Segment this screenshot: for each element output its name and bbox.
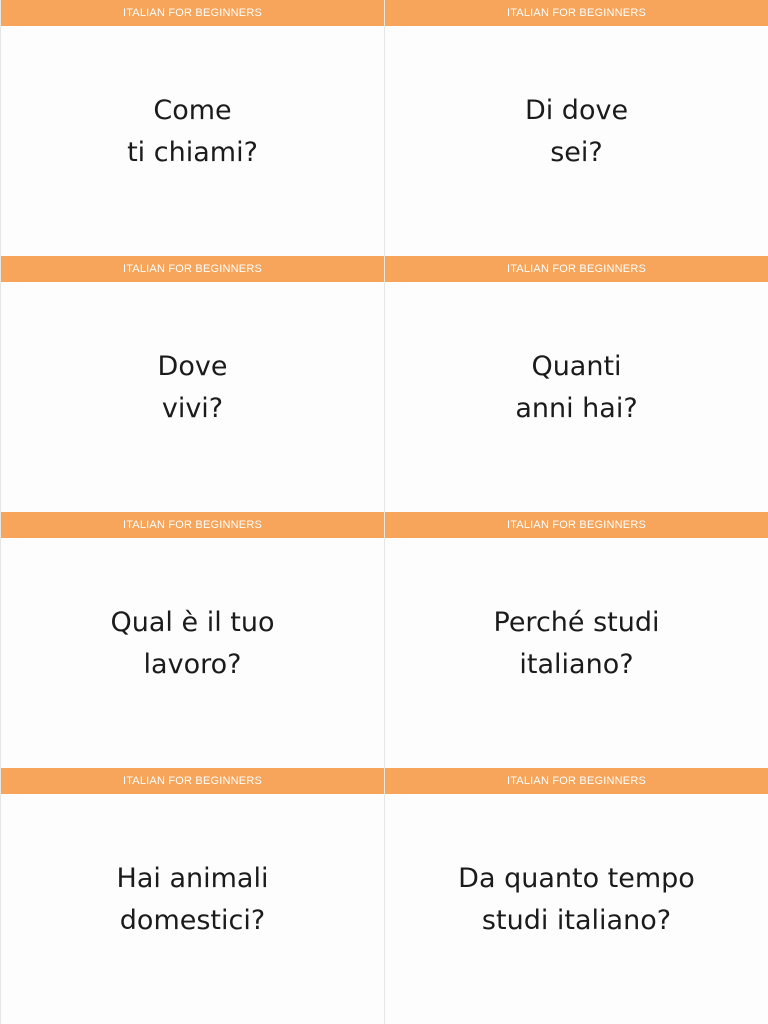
card-question xyxy=(385,26,768,256)
card-header: ITALIAN FOR BEGINNERS xyxy=(1,256,384,282)
flashcard xyxy=(0,768,384,1024)
card-header: ITALIAN FOR BEGINNERS xyxy=(385,256,768,282)
card-question xyxy=(385,282,768,512)
question-line: Come xyxy=(153,95,232,126)
question-line: Qual è il tuo xyxy=(110,607,275,638)
question-line: vivi? xyxy=(161,393,224,424)
flashcard xyxy=(384,512,768,768)
question-line: sei? xyxy=(550,137,603,168)
question-line: Da quanto tempo xyxy=(458,863,695,894)
question-line: Perché studi xyxy=(493,607,660,638)
question-line: Di dove xyxy=(524,95,629,126)
card-header: ITALIAN FOR BEGINNERS xyxy=(1,768,384,794)
flashcard xyxy=(384,768,768,1024)
card-header: ITALIAN FOR BEGINNERS xyxy=(385,0,768,26)
card-header: ITALIAN FOR BEGINNERS xyxy=(1,512,384,538)
question-line: Quanti xyxy=(531,351,622,382)
flashcard xyxy=(0,256,384,512)
question-line: lavoro? xyxy=(143,649,242,680)
question-line: Hai animali xyxy=(116,863,269,894)
question-line: anni hai? xyxy=(515,393,638,424)
flashcard xyxy=(0,512,384,768)
question-line: ti chiami? xyxy=(127,137,258,168)
card-question xyxy=(385,538,768,768)
card-question xyxy=(385,794,768,1024)
card-question xyxy=(1,794,384,1024)
card-header: ITALIAN FOR BEGINNERS xyxy=(385,512,768,538)
card-question xyxy=(1,538,384,768)
question-line: studi italiano? xyxy=(481,905,672,936)
flashcard xyxy=(384,256,768,512)
card-question xyxy=(1,26,384,256)
flashcard xyxy=(384,0,768,256)
flashcard xyxy=(0,0,384,256)
card-header: ITALIAN FOR BEGINNERS xyxy=(385,768,768,794)
question-line: italiano? xyxy=(519,649,634,680)
card-header: ITALIAN FOR BEGINNERS xyxy=(1,0,384,26)
question-line: domestici? xyxy=(119,905,266,936)
question-line: Dove xyxy=(157,351,228,382)
card-question xyxy=(1,282,384,512)
